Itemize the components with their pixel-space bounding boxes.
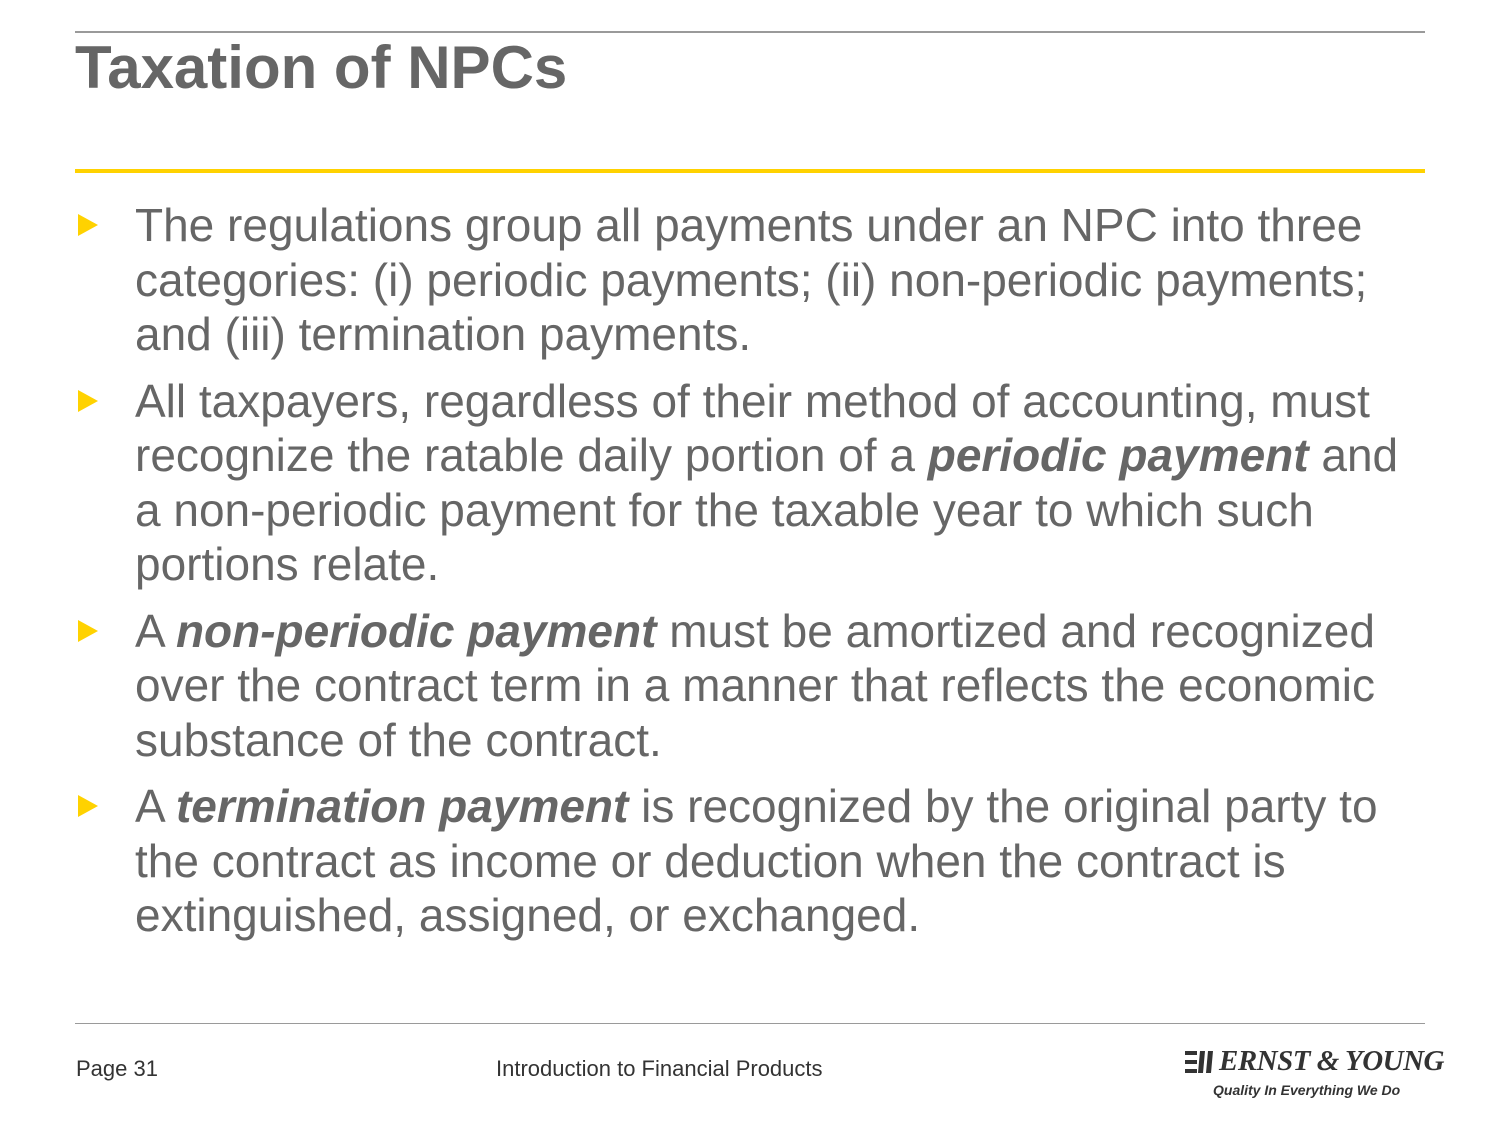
emphasized-term: termination payment [175, 780, 629, 832]
bullet-arrow-icon [78, 620, 98, 642]
bullet-item [75, 604, 1425, 768]
bullet-arrow-icon [78, 390, 98, 412]
bullet-arrow-icon [78, 214, 98, 236]
bullet-text-segment: The regulations group all payments under an NPC into three categories: (i) periodic payments; (ii) non-periodic payments; and (iii) termination payments. [135, 199, 1368, 360]
presentation-title: Introduction to Financial Products [496, 1056, 823, 1081]
bullet-text-segment: must be amortized and recognized over the contract term in a manner that reflects the economic substance of the contract. [135, 604, 1376, 766]
bullet-text [135, 375, 1398, 591]
company-logo [1183, 1045, 1444, 1105]
bullet-arrow-icon [78, 795, 98, 817]
bullet-text-segment: All taxpayers, regardless of their method of accounting, must recognize the ratable daily portion of a [135, 374, 1370, 481]
logo-mark-icon [1185, 1050, 1215, 1074]
logo-wordmark: ERNST & YOUNG [1219, 1045, 1444, 1077]
bullet-text [135, 780, 1378, 941]
bullet-text [135, 199, 1367, 360]
slide-title: Taxation of NPCs [75, 34, 568, 101]
emphasized-term: periodic payment [927, 429, 1309, 481]
page-number: Page 31 [76, 1056, 158, 1081]
bullet-list [75, 198, 1425, 955]
bullet-text-segment: and a non-periodic payment for the taxable year to which such portions relate. [135, 429, 1399, 590]
logo-tagline: Quality In Everything We Do [1213, 1082, 1401, 1098]
bullet-text [135, 605, 1375, 766]
emphasized-term: non-periodic payment [175, 604, 657, 657]
footer-rule [75, 1023, 1425, 1024]
bullet-item [75, 198, 1425, 362]
bullet-text-segment: A [135, 780, 176, 832]
bullet-text-segment: A [135, 604, 176, 657]
bullet-item [75, 779, 1425, 943]
bullet-item [75, 374, 1425, 592]
top-rule [75, 31, 1425, 33]
title-accent-rule [75, 169, 1425, 173]
bullet-text-segment: is recognized by the original party to the contract as income or deduction when the contract is extinguished, assigned, or exchanged. [135, 780, 1378, 941]
